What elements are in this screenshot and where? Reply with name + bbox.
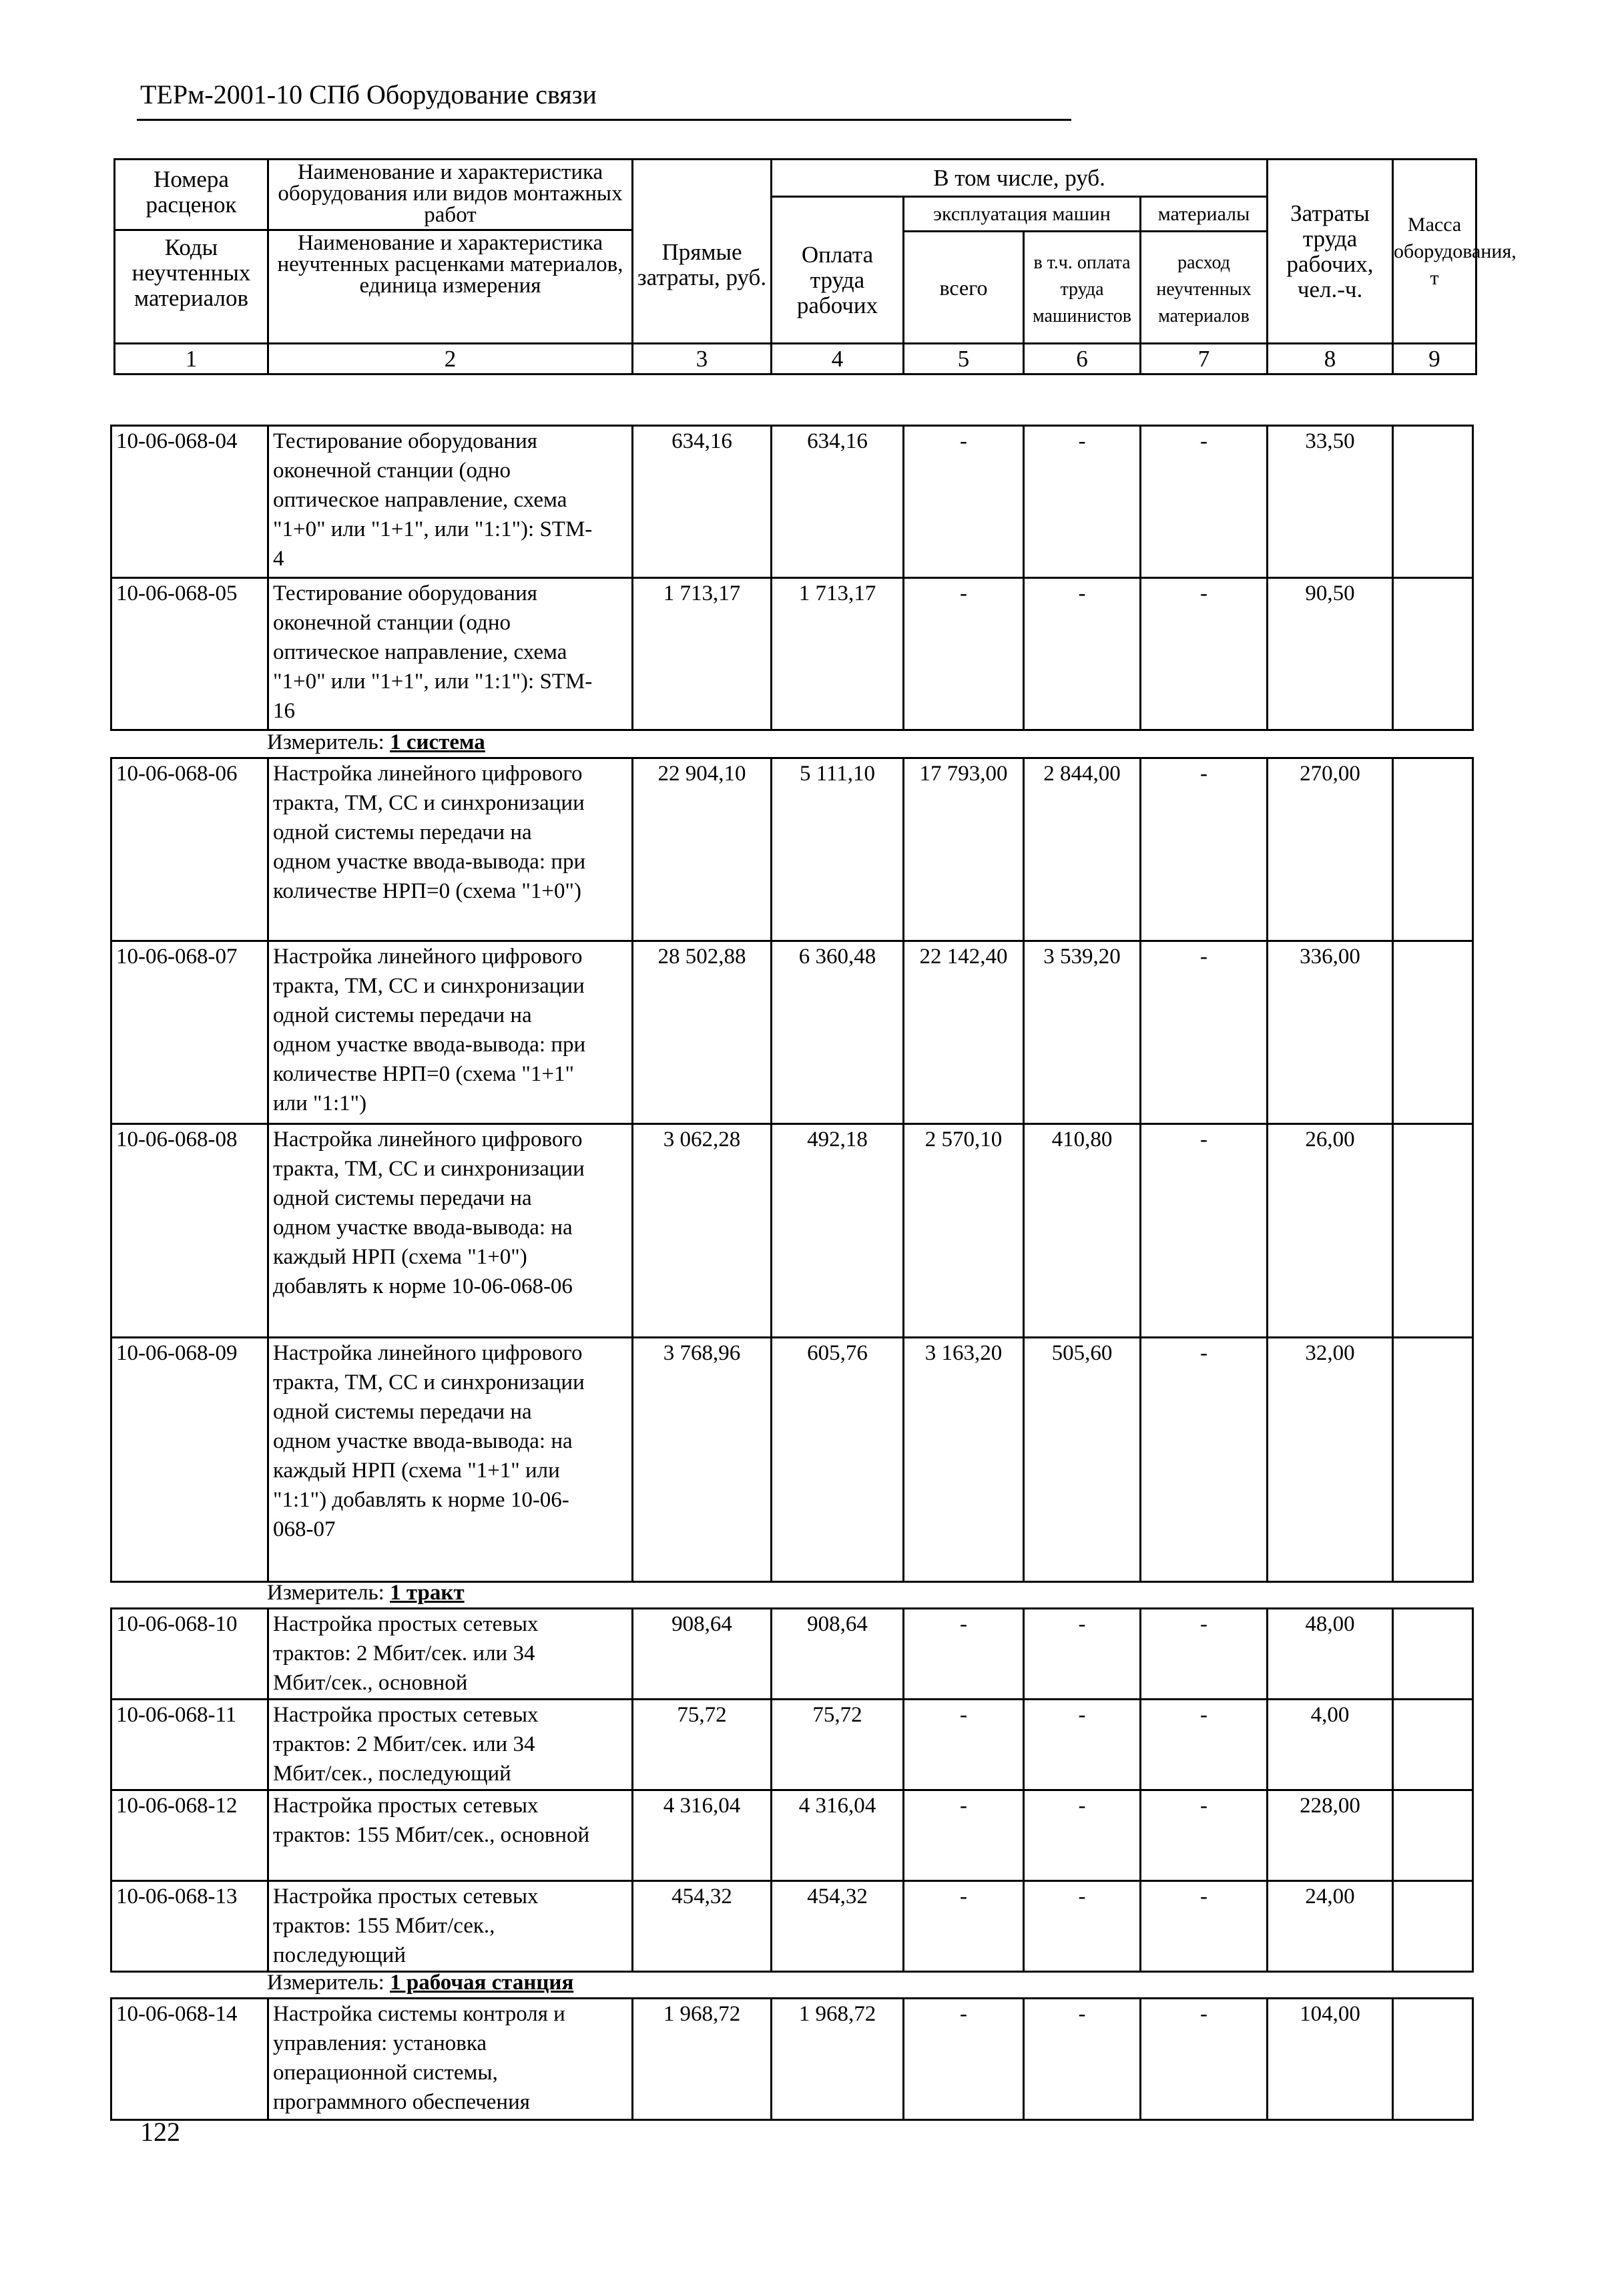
mass bbox=[1393, 1609, 1473, 1700]
wages: 634,16 bbox=[772, 426, 904, 578]
rate-name: Тестирование оборудования оконечной станции (одно оптическое направление, схема "1+0" или "1+1", или "1:1"): STM- 4 bbox=[268, 426, 633, 578]
rate-code: 10-06-068-10 bbox=[111, 1609, 268, 1700]
materials: - bbox=[1141, 1338, 1268, 1582]
mass bbox=[1393, 578, 1473, 730]
machines-total: - bbox=[904, 1999, 1024, 2120]
direct-costs: 3 768,96 bbox=[633, 1338, 772, 1582]
wages: 454,32 bbox=[772, 1881, 904, 1972]
direct-costs: 28 502,88 bbox=[633, 941, 772, 1124]
machines-total: - bbox=[904, 1609, 1024, 1700]
direct-costs: 4 316,04 bbox=[633, 1790, 772, 1881]
wages: 75,72 bbox=[772, 1700, 904, 1790]
machines-total: 22 142,40 bbox=[904, 941, 1024, 1124]
header-c1-bottom: Коды неучтенных материалов bbox=[131, 234, 251, 311]
rates-table bbox=[110, 1607, 1474, 1973]
col-number: 5 bbox=[904, 344, 1024, 374]
rate-name: Настройка системы контроля и управления: установка операционной системы, программного обеспечения bbox=[268, 1999, 633, 2120]
rate-name: Настройка простых сетевых трактов: 155 Мбит/сек., последующий bbox=[268, 1881, 633, 1972]
wages: 5 111,10 bbox=[772, 758, 904, 941]
materials: - bbox=[1141, 941, 1268, 1124]
header-c2-top: Наименование и характеристика оборудования или видов монтажных работ bbox=[267, 160, 633, 231]
rate-code: 10-06-068-06 bbox=[111, 758, 268, 941]
labor-hours: 4,00 bbox=[1268, 1700, 1393, 1790]
materials: - bbox=[1141, 426, 1268, 578]
page-header: ТЕРм-2001-10 СПб Оборудование связи bbox=[140, 79, 597, 109]
machinist-wages: - bbox=[1024, 1790, 1141, 1881]
machinist-wages: - bbox=[1024, 578, 1141, 730]
wages: 605,76 bbox=[772, 1338, 904, 1582]
materials: - bbox=[1141, 1700, 1268, 1790]
header-direct-costs: Прямые затраты, руб. bbox=[633, 160, 772, 344]
labor-hours: 32,00 bbox=[1268, 1338, 1393, 1582]
direct-costs: 1 713,17 bbox=[633, 578, 772, 730]
materials: - bbox=[1141, 578, 1268, 730]
machinist-wages: - bbox=[1024, 1999, 1141, 2120]
machinist-wages: 3 539,20 bbox=[1024, 941, 1141, 1124]
labor-hours: 270,00 bbox=[1268, 758, 1393, 941]
rate-name: Настройка простых сетевых трактов: 2 Мбит/сек. или 34 Мбит/сек., последующий bbox=[268, 1700, 633, 1790]
rate-code: 10-06-068-08 bbox=[111, 1124, 268, 1338]
materials: - bbox=[1141, 1999, 1268, 2120]
header-labor: Затраты труда рабочих, чел.-ч. bbox=[1268, 160, 1393, 344]
wages: 908,64 bbox=[772, 1609, 904, 1700]
rates-table bbox=[110, 757, 1474, 1583]
mass bbox=[1393, 1999, 1473, 2120]
direct-costs: 3 062,28 bbox=[633, 1124, 772, 1338]
header-codes bbox=[115, 160, 268, 344]
rate-code: 10-06-068-12 bbox=[111, 1790, 268, 1881]
machines-total: - bbox=[904, 1790, 1024, 1881]
labor-hours: 104,00 bbox=[1268, 1999, 1393, 2120]
col-number: 7 bbox=[1141, 344, 1268, 374]
labor-hours: 24,00 bbox=[1268, 1881, 1393, 1972]
col-number: 2 bbox=[268, 344, 633, 374]
labor-hours: 228,00 bbox=[1268, 1790, 1393, 1881]
wages: 492,18 bbox=[772, 1124, 904, 1338]
rate-name: Настройка простых сетевых трактов: 2 Мбит/сек. или 34 Мбит/сек., основной bbox=[268, 1609, 633, 1700]
header-machinist-wages: в т.ч. оплата труда машинистов bbox=[1024, 232, 1141, 344]
header-wages: Оплата труда рабочих bbox=[772, 197, 904, 344]
machines-total: - bbox=[904, 1700, 1024, 1790]
rate-code: 10-06-068-13 bbox=[111, 1881, 268, 1972]
machinist-wages: 505,60 bbox=[1024, 1338, 1141, 1582]
machines-total: 17 793,00 bbox=[904, 758, 1024, 941]
direct-costs: 454,32 bbox=[633, 1881, 772, 1972]
measure-label: Измеритель: 1 система bbox=[267, 730, 485, 754]
labor-hours: 48,00 bbox=[1268, 1609, 1393, 1700]
table-row bbox=[111, 1124, 1473, 1338]
header-rule bbox=[137, 119, 1071, 121]
header-c2-bottom: Наименование и характеристика неучтенных расценками материалов, единица измерения bbox=[277, 231, 623, 298]
machinist-wages: - bbox=[1024, 1609, 1141, 1700]
materials: - bbox=[1141, 758, 1268, 941]
rate-code: 10-06-068-09 bbox=[111, 1338, 268, 1582]
table-row bbox=[111, 941, 1473, 1124]
mass bbox=[1393, 1338, 1473, 1582]
direct-costs: 22 904,10 bbox=[633, 758, 772, 941]
header-total: всего bbox=[904, 232, 1024, 344]
header-mass: Масса оборудования, т bbox=[1393, 160, 1476, 344]
col-number: 8 bbox=[1268, 344, 1393, 374]
wages: 1 968,72 bbox=[772, 1999, 904, 2120]
labor-hours: 26,00 bbox=[1268, 1124, 1393, 1338]
rate-code: 10-06-068-07 bbox=[111, 941, 268, 1124]
mass bbox=[1393, 426, 1473, 578]
machines-total: - bbox=[904, 578, 1024, 730]
table-header bbox=[113, 158, 1517, 375]
machines-total: 2 570,10 bbox=[904, 1124, 1024, 1338]
table-row bbox=[111, 426, 1473, 578]
mass bbox=[1393, 758, 1473, 941]
header-materials: материалы bbox=[1141, 197, 1268, 232]
table-row bbox=[111, 1338, 1473, 1582]
header-c1-top: Номера расценок bbox=[113, 160, 269, 231]
rate-name: Настройка линейного цифрового тракта, ТМ, СС и синхронизации одной системы передачи на одном участке ввода-вывода: при количестве НРП=0 (схема "1+1" или "1:1") bbox=[268, 941, 633, 1124]
table-row bbox=[111, 1700, 1473, 1790]
rate-code: 10-06-068-14 bbox=[111, 1999, 268, 2120]
machinist-wages: - bbox=[1024, 426, 1141, 578]
table-row bbox=[111, 1999, 1473, 2120]
wages: 4 316,04 bbox=[772, 1790, 904, 1881]
rate-name: Тестирование оборудования оконечной станции (одно оптическое направление, схема "1+0" или "1+1", или "1:1"): STM- 16 bbox=[268, 578, 633, 730]
wages: 1 713,17 bbox=[772, 578, 904, 730]
materials: - bbox=[1141, 1881, 1268, 1972]
machinist-wages: 410,80 bbox=[1024, 1124, 1141, 1338]
materials: - bbox=[1141, 1609, 1268, 1700]
col-number: 4 bbox=[772, 344, 904, 374]
machines-total: 3 163,20 bbox=[904, 1338, 1024, 1582]
rate-code: 10-06-068-05 bbox=[111, 578, 268, 730]
machinist-wages: 2 844,00 bbox=[1024, 758, 1141, 941]
labor-hours: 33,50 bbox=[1268, 426, 1393, 578]
machines-total: - bbox=[904, 426, 1024, 578]
mass bbox=[1393, 1790, 1473, 1881]
rate-name: Настройка простых сетевых трактов: 155 Мбит/сек., основной bbox=[268, 1790, 633, 1881]
rate-name: Настройка линейного цифрового тракта, ТМ, СС и синхронизации одной системы передачи на одном участке ввода-вывода: на каждый НРП (схема "1+0") добавлять к норме 10-06-068-06 bbox=[268, 1124, 633, 1338]
machinist-wages: - bbox=[1024, 1881, 1141, 1972]
col-number: 9 bbox=[1393, 344, 1476, 374]
mass bbox=[1393, 941, 1473, 1124]
mass bbox=[1393, 1124, 1473, 1338]
table-row bbox=[111, 578, 1473, 730]
table-row bbox=[111, 1790, 1473, 1881]
measure-label: Измеритель: 1 тракт bbox=[267, 1581, 465, 1605]
rates-table bbox=[110, 425, 1474, 731]
rate-name: Настройка линейного цифрового тракта, ТМ, СС и синхронизации одной системы передачи на одном участке ввода-вывода: при количестве НРП=0 (схема "1+0") bbox=[268, 758, 633, 941]
header-names bbox=[268, 160, 633, 344]
header-group: В том числе, руб. bbox=[772, 160, 1268, 197]
machines-total: - bbox=[904, 1881, 1024, 1972]
direct-costs: 908,64 bbox=[633, 1609, 772, 1700]
machinist-wages: - bbox=[1024, 1700, 1141, 1790]
rates-table bbox=[110, 1997, 1474, 2121]
rate-code: 10-06-068-11 bbox=[111, 1700, 268, 1790]
labor-hours: 336,00 bbox=[1268, 941, 1393, 1124]
col-number: 6 bbox=[1024, 344, 1141, 374]
col-number: 1 bbox=[115, 344, 268, 374]
page-number: 122 bbox=[140, 2117, 180, 2147]
header-unaccounted-materials: расход неучтенных материалов bbox=[1141, 232, 1268, 344]
rate-name: Настройка линейного цифрового тракта, ТМ, СС и синхронизации одной системы передачи на одном участке ввода-вывода: на каждый НРП (схема "1+1" или "1:1") добавлять к норме 10-06- 068-07 bbox=[268, 1338, 633, 1582]
labor-hours: 90,50 bbox=[1268, 578, 1393, 730]
mass bbox=[1393, 1700, 1473, 1790]
header-machines: эксплуатация машин bbox=[904, 197, 1141, 232]
mass bbox=[1393, 1881, 1473, 1972]
measure-label: Измеритель: 1 рабочая станция bbox=[267, 1971, 574, 1995]
table-row bbox=[111, 1881, 1473, 1972]
col-number: 3 bbox=[633, 344, 772, 374]
direct-costs: 634,16 bbox=[633, 426, 772, 578]
materials: - bbox=[1141, 1124, 1268, 1338]
direct-costs: 1 968,72 bbox=[633, 1999, 772, 2120]
wages: 6 360,48 bbox=[772, 941, 904, 1124]
materials: - bbox=[1141, 1790, 1268, 1881]
direct-costs: 75,72 bbox=[633, 1700, 772, 1790]
rate-code: 10-06-068-04 bbox=[111, 426, 268, 578]
table-row bbox=[111, 1609, 1473, 1700]
table-row bbox=[111, 758, 1473, 941]
